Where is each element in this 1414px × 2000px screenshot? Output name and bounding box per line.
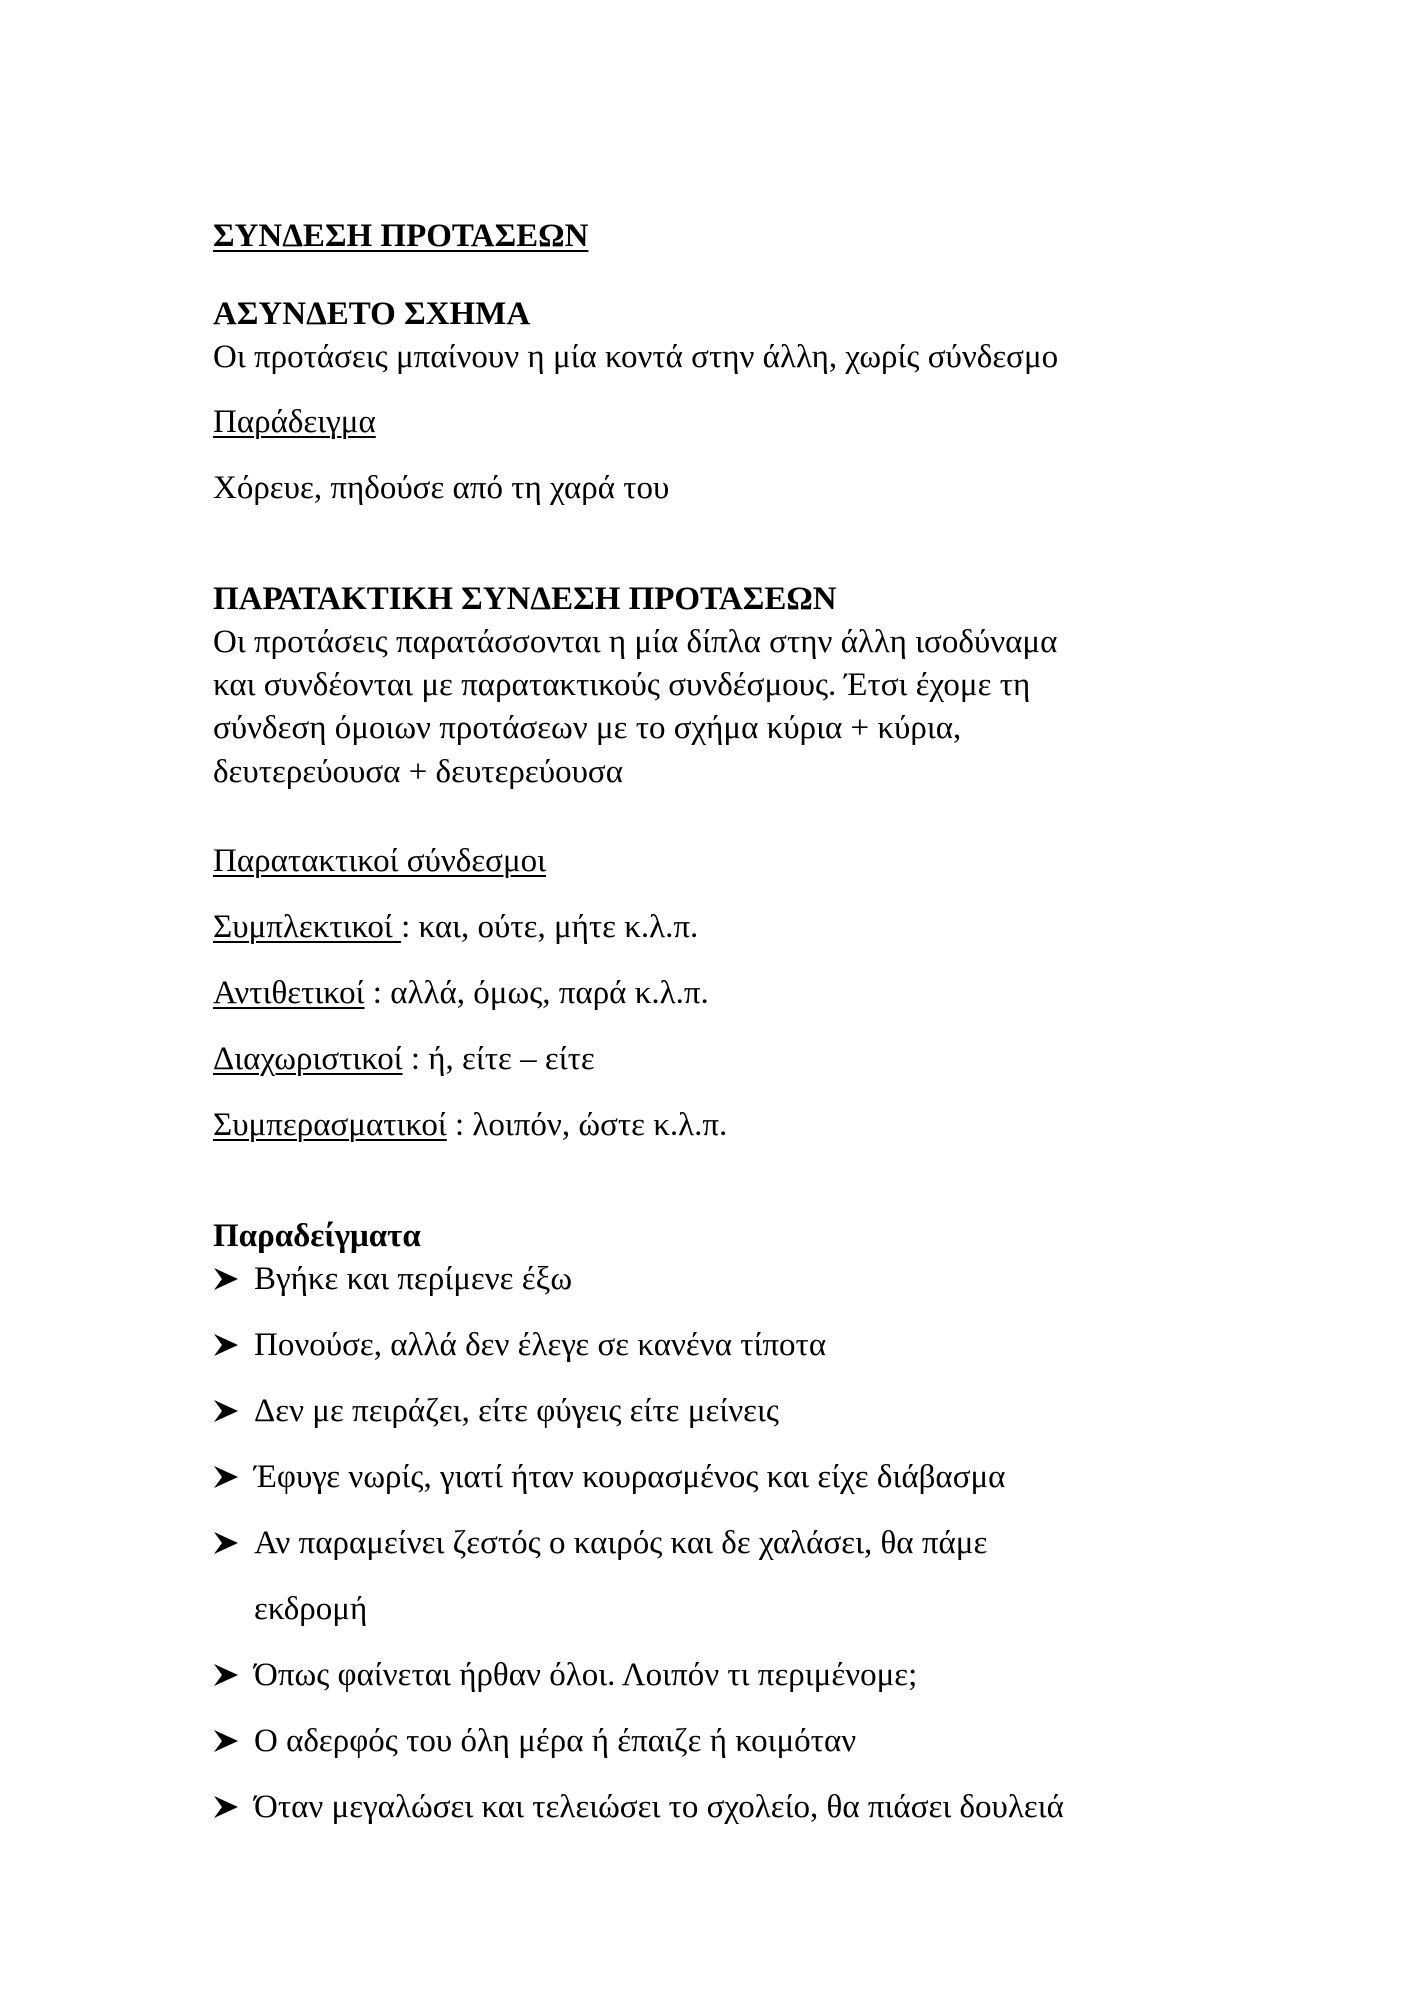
list-item-continuation: εκδρομή [254, 1591, 368, 1627]
conjunction-diachoristikoi [213, 1038, 595, 1081]
list-item [213, 1390, 779, 1433]
conjunctions-heading: Παρατακτικοί σύνδεσμοι [213, 843, 547, 879]
list-item-text: Όταν μεγαλώσει και τελειώσει το σχολείο, θα πιάσει δουλειά [254, 1789, 1064, 1825]
arrowhead-bullet-icon [213, 1266, 239, 1292]
arrowhead-bullet-icon [213, 1398, 239, 1424]
asyndeto-example: Χόρευε, πηδούσε από τη χαρά του [213, 470, 670, 506]
asyndeto-heading: ΑΣΥΝΔΕΤΟ ΣΧΗΜΑ [213, 296, 531, 332]
parataktiki-heading: ΠΑΡΑΤΑΚΤΙΚΗ ΣΥΝΔΕΣΗ ΠΡΟΤΑΣΕΩΝ [213, 581, 837, 617]
conjunction-term: Αντιθετικοί [213, 975, 365, 1011]
conjunction-term: Διαχωριστικοί [213, 1041, 403, 1077]
arrowhead-bullet-icon [213, 1662, 239, 1688]
arrowhead-bullet-icon [213, 1464, 239, 1490]
list-item-text: Δεν με πειράζει, είτε φύγεις είτε μείνεις [254, 1393, 779, 1429]
list-item-text: Έφυγε νωρίς, γιατί ήταν κουρασμένος και είχε διάβασμα [254, 1459, 1006, 1495]
asyndeto-example-label: Παράδειγμα [213, 404, 376, 440]
list-item [213, 1522, 987, 1565]
list-item-text: Ο αδερφός του όλη μέρα ή έπαιζε ή κοιμόταν [254, 1723, 857, 1759]
list-item [213, 1786, 1064, 1829]
arrowhead-bullet-icon [213, 1530, 239, 1556]
list-item [213, 1456, 1005, 1499]
document-title: ΣΥΝΔΕΣΗ ΠΡΟΤΑΣΕΩΝ [213, 218, 589, 254]
arrowhead-bullet-icon [213, 1794, 239, 1820]
arrowhead-bullet-icon [213, 1728, 239, 1754]
list-item-text: Αν παραμείνει ζεστός ο καιρός και δε χαλάσει, θα πάμε [254, 1525, 988, 1561]
parataktiki-line-1: Οι προτάσεις παρατάσσονται η μία δίπλα στην άλλη ισοδύναμα [213, 624, 1058, 660]
conjunction-examples: : αλλά, όμως, παρά κ.λ.π. [364, 975, 709, 1011]
conjunction-symplektikoi [213, 906, 698, 949]
list-item [213, 1720, 856, 1763]
list-item-text: Πονούσε, αλλά δεν έλεγε σε κανένα τίποτα [254, 1327, 827, 1363]
conjunction-examples: : ή, είτε – είτε [402, 1041, 595, 1077]
parataktiki-line-2: και συνδέονται με παρατακτικούς συνδέσμους. Έτσι έχομε τη [213, 667, 1031, 703]
list-item [213, 1324, 826, 1367]
conjunction-term: Συμπλεκτικοί [213, 909, 402, 945]
list-item [213, 1654, 917, 1697]
asyndeto-text: Οι προτάσεις μπαίνουν η μία κοντά στην άλλη, χωρίς σύνδεσμο [213, 339, 1059, 375]
arrowhead-bullet-icon [213, 1332, 239, 1358]
list-item-text: Βγήκε και περίμενε έξω [254, 1261, 573, 1297]
parataktiki-line-4: δευτερεύουσα + δευτερεύουσα [213, 754, 624, 790]
conjunction-examples: : και, ούτε, μήτε κ.λ.π. [401, 909, 699, 945]
parataktiki-line-3: σύνδεση όμοιων προτάσεων με το σχήμα κύρια + κύρια, [213, 710, 962, 746]
conjunction-antithetikoi [213, 972, 709, 1015]
examples-heading: Παραδείγματα [213, 1218, 421, 1254]
conjunction-term: Συμπερασματικοί [213, 1107, 447, 1143]
conjunction-symperasmatikoi [213, 1104, 727, 1147]
list-item [213, 1258, 572, 1301]
list-item-text: Όπως φαίνεται ήρθαν όλοι. Λοιπόν τι περιμένομε; [254, 1657, 918, 1693]
conjunction-examples: : λοιπόν, ώστε κ.λ.π. [446, 1107, 728, 1143]
